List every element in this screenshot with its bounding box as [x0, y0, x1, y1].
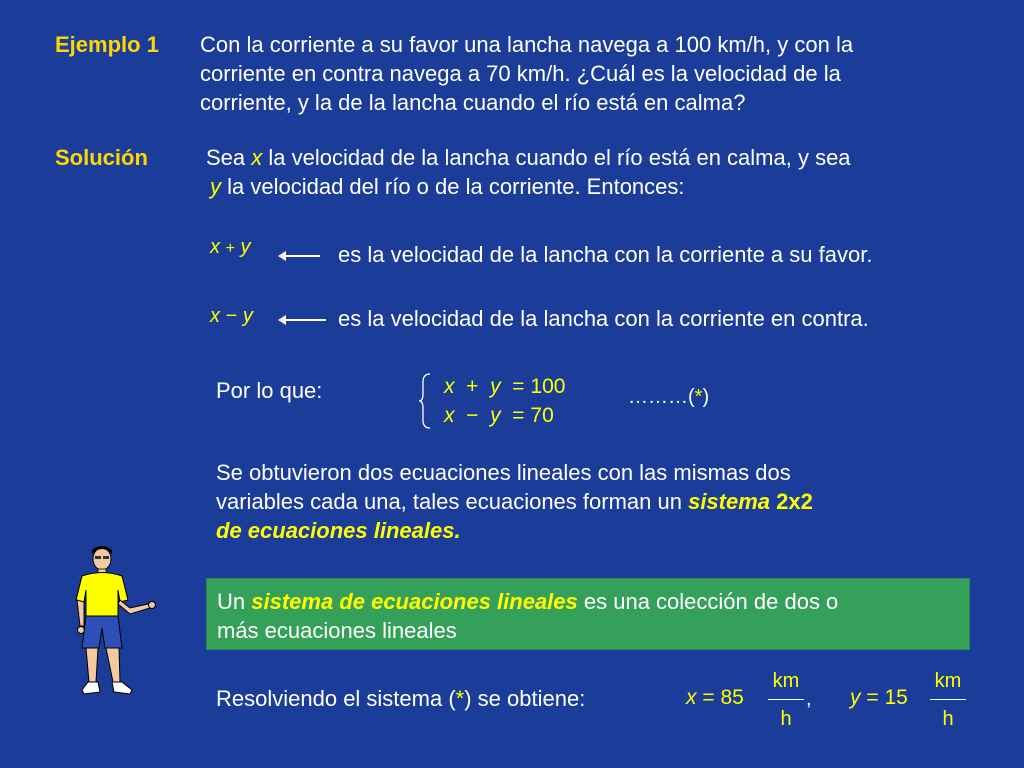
solution-line-2	[206, 172, 986, 201]
result-intro-b: ) se obtiene:	[464, 686, 586, 711]
tag-dots: ………(	[628, 386, 695, 408]
definition-line-1	[217, 587, 959, 616]
definition-line-2: más ecuaciones lineales	[217, 618, 457, 643]
expr-sum	[210, 236, 250, 259]
var-y: y	[210, 174, 221, 199]
result-y	[850, 686, 908, 710]
eq2-x: x	[444, 404, 455, 427]
eq1-x: x	[444, 375, 455, 398]
result-x-unit-num: km	[772, 670, 800, 692]
definition-rest: es una colección de dos o	[583, 589, 839, 614]
result-x	[686, 686, 744, 710]
eq1-equals: =	[512, 375, 525, 398]
sistema-word: sistema	[688, 489, 771, 514]
eq2-equals: =	[512, 404, 525, 427]
result-y-unit-num: km	[934, 670, 962, 692]
tag-close: )	[702, 386, 710, 408]
system-eq-2	[444, 401, 565, 430]
result-y-fraction-bar	[930, 699, 966, 700]
result-x-unit-den: h	[780, 708, 792, 730]
eq1-op: +	[466, 375, 479, 398]
expr-diff-x: x	[210, 305, 220, 327]
definition-un: Un	[217, 589, 246, 614]
definition-box	[206, 578, 970, 650]
result-intro	[216, 684, 585, 713]
expr-diff-desc: es la velocidad de la lancha con la corriente en contra.	[338, 306, 869, 331]
result-x-var: x	[686, 686, 697, 709]
left-brace-icon	[418, 372, 434, 430]
two-by-two: 2x2	[776, 489, 813, 514]
tag-star: *	[694, 386, 703, 408]
result-y-unit-den: h	[942, 708, 954, 730]
example-label: Ejemplo 1	[55, 32, 159, 57]
example-line-3: corriente, y la de la lancha cuando el río está en calma?	[200, 90, 746, 115]
eq2-value: 70	[530, 404, 554, 427]
sea-word: Sea	[206, 145, 246, 170]
person-icon	[70, 542, 162, 700]
expr-diff-y: y	[242, 305, 253, 327]
example-line-1: Con la corriente a su favor una lancha navega a 100 km/h, y con la	[200, 32, 854, 57]
system-paragraph	[216, 458, 976, 545]
arrow-left-icon	[284, 319, 326, 321]
expr-diff	[210, 305, 253, 328]
solution-line-1	[206, 143, 986, 172]
result-star: *	[455, 686, 465, 711]
expr-sum-op: +	[225, 240, 235, 257]
system-intro: Por lo que:	[216, 378, 323, 403]
result-x-equals: =	[702, 686, 715, 709]
paragraph-line-2	[216, 487, 976, 516]
arrow-left-icon	[284, 255, 320, 257]
var-x: x	[251, 145, 263, 170]
definition-term: sistema de ecuaciones lineales	[251, 589, 578, 614]
system-equations	[444, 372, 565, 430]
result-y-var: y	[850, 686, 861, 709]
paragraph-line-2-text: variables cada una, tales ecuaciones forman un	[216, 489, 682, 514]
eq1-y: y	[490, 375, 501, 398]
expr-diff-op: −	[225, 305, 238, 327]
result-comma: ,	[806, 688, 812, 710]
result-x-value: 85	[720, 686, 744, 709]
result-intro-a: Resolviendo el sistema (	[216, 686, 456, 711]
solution-label: Solución	[55, 145, 148, 170]
system-tag	[628, 386, 709, 409]
expr-sum-desc: es la velocidad de la lancha con la corriente a su favor.	[338, 242, 873, 267]
system-eq-1	[444, 372, 565, 401]
example-line-2: corriente en contra navega a 70 km/h. ¿Cuál es la velocidad de la	[200, 61, 841, 86]
expr-sum-y: y	[240, 236, 251, 258]
eq1-value: 100	[530, 375, 566, 398]
eq2-y: y	[490, 404, 501, 427]
paragraph-line-1: Se obtuvieron dos ecuaciones lineales con las mismas dos	[216, 460, 791, 485]
solution-line-2-rest: la velocidad del río o de la corriente. Entonces:	[227, 174, 685, 199]
eq2-op: −	[466, 404, 479, 427]
solution-line-1-rest: la velocidad de la lancha cuando el río está en calma, y sea	[268, 145, 851, 170]
result-y-equals: =	[866, 686, 879, 709]
expr-sum-x: x	[210, 236, 220, 258]
paragraph-line-3: de ecuaciones lineales.	[216, 518, 461, 543]
solution-text	[206, 143, 986, 201]
example-statement	[200, 30, 990, 117]
result-x-fraction-bar	[768, 699, 804, 700]
result-y-value: 15	[884, 686, 908, 709]
